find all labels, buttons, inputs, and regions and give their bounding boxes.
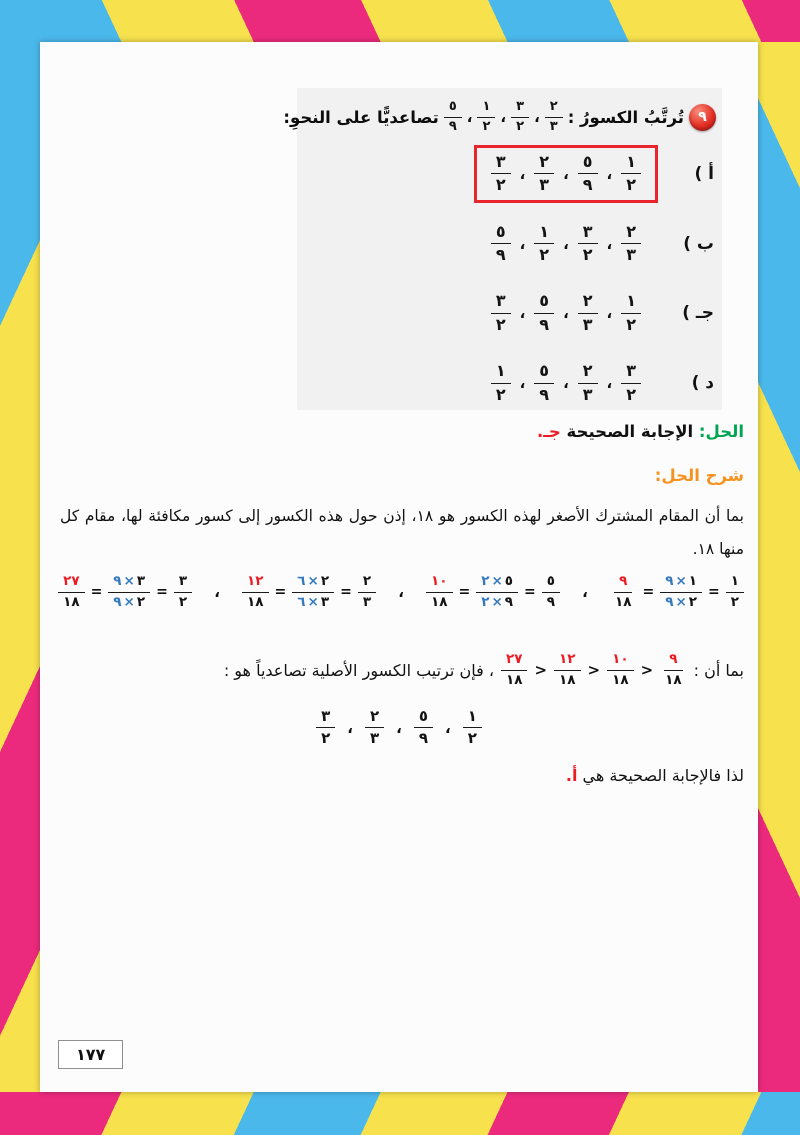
question-tail-text: تصاعديًّا على النحوِ: — [283, 107, 439, 127]
fraction — [491, 292, 511, 334]
solution-text: الإجابة الصحيحة — [566, 422, 694, 441]
inequality-lead-text: بما أن : — [693, 660, 744, 680]
fraction-numerator: ٢ — [365, 708, 384, 728]
multiplicand: ٢ — [320, 573, 330, 589]
fraction-numerator: ٢ — [578, 292, 598, 313]
fraction-denominator: ٣ — [582, 384, 593, 404]
fraction-numerator: ٥ — [414, 708, 433, 728]
multiplier: ٩ — [665, 593, 674, 610]
fraction-numerator: ١ — [534, 223, 554, 244]
fraction-denominator: ٩ — [539, 384, 550, 404]
equation — [426, 574, 560, 610]
fraction-numerator: ٢ — [545, 100, 563, 118]
border-stripes-bottom — [0, 1092, 800, 1135]
comma-separator: ، — [606, 234, 613, 253]
option-row-c — [303, 284, 714, 342]
equals-sign: = — [90, 584, 103, 601]
multiplicand: ٢ — [688, 593, 698, 610]
comma-separator: ، — [563, 234, 569, 253]
fraction — [726, 574, 744, 610]
inequality-row — [224, 652, 744, 688]
fraction-numerator: ٢ — [578, 362, 598, 383]
option-label: جـ ) — [682, 303, 714, 324]
fraction-denominator — [476, 593, 518, 611]
page-content — [40, 42, 758, 1092]
fraction-numerator — [660, 574, 702, 593]
conclusion-text: لذا فالإجابة الصحيحة هي — [582, 766, 744, 785]
comma-separator: ، — [606, 304, 613, 323]
fraction-denominator: ٩ — [448, 118, 457, 134]
fraction-numerator — [108, 574, 150, 593]
fraction-result — [610, 574, 636, 610]
comma-separator: ، — [534, 108, 540, 127]
fraction-denominator — [292, 593, 334, 611]
option-row-a — [303, 145, 714, 203]
equation — [242, 574, 376, 610]
fraction-denominator: ٢ — [539, 245, 550, 265]
fraction-denominator: ٩ — [495, 245, 506, 265]
fraction-numerator: ١٠ — [426, 574, 452, 593]
equation — [610, 574, 744, 610]
fraction-numerator: ٢٧ — [58, 574, 84, 593]
comma-separator: ، — [347, 718, 353, 737]
fraction-numerator: ١ — [477, 100, 495, 118]
explanation-label: شرح الحل: — [654, 466, 744, 485]
fraction-denominator: ٣ — [626, 245, 636, 265]
equals-sign: = — [708, 584, 720, 601]
fraction-numerator: ١ — [463, 708, 482, 728]
fraction-numerator: ٣ — [491, 292, 511, 313]
comma-separator: ، — [606, 164, 613, 183]
fraction-numerator: ٣ — [621, 362, 641, 383]
comma-separator: ، — [466, 108, 473, 127]
page-number: ١٧٧ — [58, 1040, 123, 1069]
fraction-numerator: ٣ — [578, 223, 598, 244]
multiplicand: ١ — [688, 573, 698, 589]
fraction-result — [242, 574, 268, 610]
fraction-denominator: ٩ — [582, 175, 593, 195]
fraction — [621, 362, 641, 404]
border-stripes-left — [0, 42, 40, 1092]
fraction-denominator: ٢ — [626, 175, 636, 195]
explanation-paragraph: بما أن المقام المشترك الأصغر لهذه الكسور هو ١٨، إذن حول هذه الكسور إلى كسور مكافئة لها، مقام كل منها ١٨. — [60, 507, 744, 559]
fraction-numerator: ١٢ — [242, 574, 268, 593]
fraction-numerator — [292, 574, 334, 593]
fraction — [554, 652, 580, 688]
fraction-denominator: ٢ — [467, 729, 477, 748]
times-sign: × — [675, 573, 687, 589]
fraction-numerator: ٢٧ — [501, 652, 527, 671]
greater-than-sign: > — [640, 661, 654, 680]
fraction — [358, 574, 376, 610]
fraction-numerator: ١ — [621, 153, 641, 174]
fraction-numerator: ٢ — [358, 574, 376, 593]
comma-separator: ، — [563, 304, 569, 323]
fraction — [542, 574, 560, 610]
comma-separator: ، — [606, 374, 613, 393]
multiplier: ٦ — [297, 593, 306, 610]
fraction-numerator: ٢ — [534, 153, 554, 174]
multiplier: ٦ — [297, 573, 306, 589]
fraction-denominator: ٣ — [582, 314, 593, 334]
equation — [58, 574, 192, 610]
option-a-highlight-box — [474, 145, 658, 203]
fraction — [511, 100, 529, 135]
fraction-denominator: ٩ — [418, 729, 429, 748]
multiplicand: ٣ — [320, 593, 330, 610]
fraction-denominator: ٣ — [539, 175, 550, 195]
equals-sign: = — [274, 584, 287, 601]
option-fractions — [474, 354, 658, 412]
fraction-denominator: ٢ — [582, 245, 593, 265]
fraction — [621, 153, 641, 195]
fraction-result — [58, 574, 84, 610]
fraction-denominator: ٢ — [495, 384, 506, 404]
question-block — [283, 88, 722, 410]
fraction — [365, 708, 384, 748]
fraction — [316, 708, 335, 748]
equations-row — [58, 574, 744, 610]
fraction-denominator: ٣ — [549, 118, 558, 134]
fraction-numerator: ١ — [491, 362, 511, 383]
fraction-denominator: ١٨ — [63, 593, 80, 610]
option-row-b — [303, 215, 714, 273]
fraction-numerator: ٥ — [542, 574, 560, 593]
comma-separator: ، — [519, 374, 526, 393]
fraction-numerator: ٥ — [534, 292, 554, 313]
inequality-tail-text: ، فإن ترتيب الكسور الأصلية تصاعدياً هو : — [223, 660, 494, 680]
times-sign: × — [307, 593, 319, 610]
fraction-denominator: ٩ — [539, 314, 550, 334]
equals-sign: = — [524, 584, 536, 601]
question-lead-text: تُرتَّبُ الكسورُ : — [567, 107, 684, 127]
comma-separator: ، — [563, 374, 569, 393]
border-stripes-top — [0, 0, 800, 42]
fraction — [414, 708, 433, 748]
multiplicand: ٢ — [136, 593, 146, 610]
fraction-denominator: ٢ — [495, 314, 506, 334]
fraction-expanded — [660, 574, 702, 610]
fraction — [534, 362, 554, 404]
fraction — [578, 292, 598, 334]
fraction-denominator: ١٨ — [559, 671, 576, 688]
fraction-denominator: ١٨ — [665, 671, 682, 688]
fraction — [578, 223, 598, 265]
fraction-expanded — [292, 574, 334, 610]
fraction-numerator — [476, 574, 518, 593]
fraction-denominator: ١٨ — [247, 593, 264, 610]
question-number-badge: ٩ — [689, 104, 716, 131]
fraction-denominator: ١٨ — [612, 671, 629, 688]
fraction — [534, 153, 554, 195]
fraction-denominator: ٢ — [482, 118, 491, 134]
fraction-numerator: ٩ — [614, 574, 632, 593]
times-sign: × — [491, 593, 503, 610]
fraction — [174, 574, 192, 610]
fraction — [660, 652, 686, 688]
option-label: د ) — [691, 373, 714, 394]
multiplicand: ٣ — [136, 573, 146, 589]
fraction — [463, 708, 482, 748]
fraction — [534, 223, 554, 265]
equals-sign: = — [458, 584, 471, 601]
question-line — [283, 99, 716, 135]
comma-separator: ، — [519, 304, 526, 323]
fraction-numerator: ٣ — [174, 574, 192, 593]
solution-label: الحل: — [698, 422, 744, 441]
fraction — [477, 100, 495, 135]
options-list — [303, 145, 716, 412]
fraction — [578, 153, 598, 195]
fraction-denominator: ٢ — [626, 384, 636, 404]
fraction-denominator: ٢ — [516, 118, 525, 134]
conclusion-line — [566, 766, 744, 785]
fraction-expanded — [108, 574, 150, 610]
option-fractions — [474, 284, 658, 342]
fraction-denominator: ٣ — [370, 729, 380, 748]
fraction-denominator: ٢ — [321, 729, 331, 748]
comma-separator: ، — [519, 234, 526, 253]
fraction-numerator: ١٢ — [554, 652, 580, 671]
times-sign: × — [123, 573, 135, 589]
multiplier: ٢ — [481, 593, 490, 610]
solution-answer-letter: جـ. — [536, 422, 561, 441]
fraction — [491, 153, 511, 195]
fraction-denominator: ١٨ — [505, 671, 523, 688]
comma-separator: ، — [445, 718, 451, 737]
fraction-numerator: ٣ — [316, 708, 335, 728]
fraction-denominator: ٢ — [178, 593, 188, 610]
comma-separator: ، — [500, 108, 507, 127]
multiplier: ٢ — [481, 573, 490, 589]
fraction — [607, 652, 633, 688]
fraction-numerator: ١٠ — [607, 652, 633, 671]
fraction-denominator: ٣ — [362, 593, 372, 610]
multiplier: ٩ — [665, 573, 674, 589]
option-row-d — [303, 354, 714, 412]
fraction-numerator: ٢ — [621, 223, 641, 244]
fraction-numerator: ١ — [726, 574, 744, 593]
option-fractions — [474, 215, 658, 273]
fraction-numerator: ٥ — [578, 153, 598, 174]
multiplicand: ٩ — [504, 593, 514, 610]
comma-separator: ، — [214, 583, 220, 602]
fraction — [578, 362, 598, 404]
comma-separator: ، — [398, 583, 404, 602]
fraction-denominator: ١٨ — [431, 593, 448, 610]
fraction — [491, 223, 511, 265]
multiplier: ٩ — [113, 593, 122, 610]
fraction-numerator: ٩ — [664, 652, 682, 671]
fraction — [501, 652, 527, 688]
fraction-denominator — [660, 593, 702, 611]
greater-than-sign: > — [587, 661, 601, 680]
fraction-denominator: ٢ — [626, 314, 636, 334]
conclusion-answer-letter: أ. — [565, 766, 578, 785]
equals-sign: = — [156, 584, 168, 601]
fraction — [534, 292, 554, 334]
fraction — [621, 292, 641, 334]
option-label: أ ) — [694, 163, 714, 184]
fraction — [444, 100, 462, 135]
fraction-numerator: ٣ — [511, 100, 529, 118]
fraction-denominator: ١٨ — [614, 593, 632, 610]
comma-separator: ، — [519, 164, 526, 183]
fraction-denominator: ٢ — [730, 593, 739, 610]
equals-sign: = — [340, 584, 352, 601]
fraction-numerator: ٣ — [491, 153, 511, 174]
multiplier: ٩ — [113, 573, 122, 589]
fraction-numerator: ٥ — [491, 223, 511, 244]
times-sign: × — [491, 573, 503, 589]
fraction — [621, 223, 641, 265]
ordered-result-row — [40, 708, 758, 748]
fraction-denominator: ٢ — [495, 175, 506, 195]
comma-separator: ، — [396, 718, 402, 737]
fraction-denominator: ٩ — [546, 593, 556, 610]
times-sign: × — [123, 593, 135, 610]
fraction-numerator: ٥ — [444, 100, 462, 118]
greater-than-sign: > — [534, 661, 548, 680]
fraction — [491, 362, 511, 404]
times-sign: × — [307, 573, 319, 589]
equals-sign: = — [642, 584, 655, 601]
solution-line — [537, 422, 744, 441]
multiplicand: ٥ — [504, 573, 514, 589]
fraction-numerator: ١ — [621, 292, 641, 313]
comma-separator: ، — [563, 164, 569, 183]
comma-separator: ، — [582, 583, 588, 602]
fraction-result — [426, 574, 452, 610]
fraction-expanded — [476, 574, 518, 610]
option-label: ب ) — [683, 233, 714, 254]
fraction — [545, 100, 563, 135]
fraction-denominator — [108, 593, 150, 611]
times-sign: × — [675, 593, 687, 610]
border-stripes-right — [758, 42, 800, 1092]
fraction-numerator: ٥ — [534, 362, 554, 383]
